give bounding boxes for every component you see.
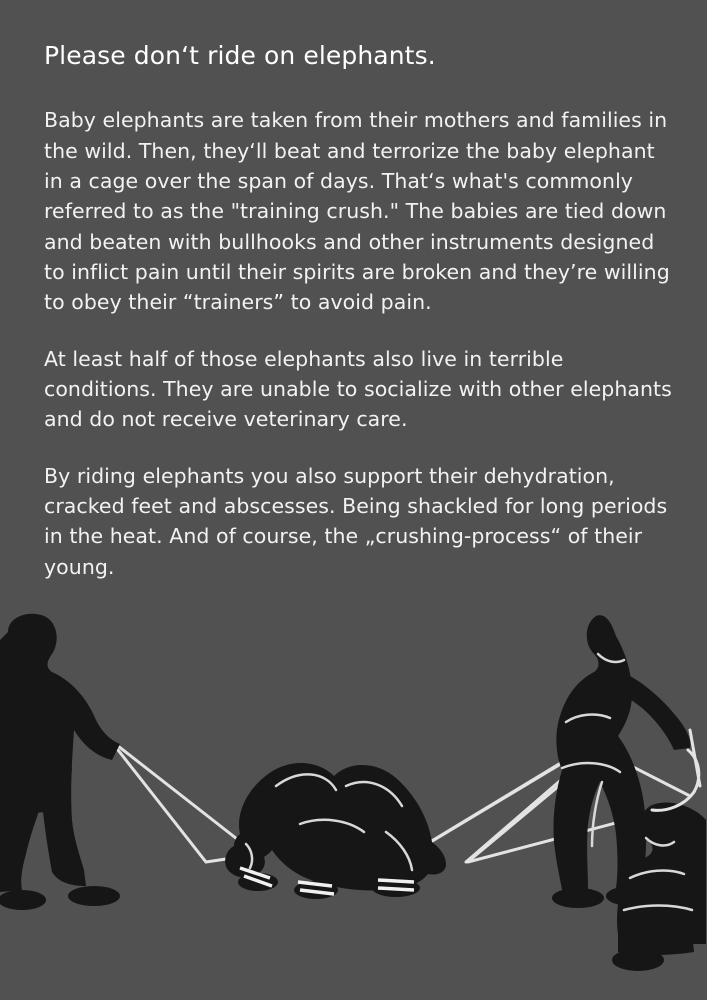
poster-text-block xyxy=(44,40,674,582)
kneeling-person-silhouette xyxy=(612,803,706,971)
right-person-silhouette xyxy=(552,615,690,908)
paragraph-riding-impact: By riding elephants you also support their dehydration, cracked feet and abscesses. Being shackled for long periods in the heat. And of course, the „crushing-process“ of their young. xyxy=(44,463,668,579)
left-person-silhouette xyxy=(0,614,120,910)
baby-elephant-silhouette xyxy=(225,763,446,899)
paragraph-living-conditions: At least half of those elephants also live in terrible conditions. They are unable to socialize with other elephants and do not receive veterinary care. xyxy=(44,346,672,432)
elephant-crush-silhouette-illustration xyxy=(0,610,707,1000)
page-title: Please don‘t ride on elephants. xyxy=(44,41,436,70)
paragraph-training-crush: Baby elephants are taken from their mothers and families in the wild. Then, they‘ll beat and terrorize the baby elephant in a cage over the span of days. That‘s what's commonly referred to as the "training crush." The babies are tied down and beaten with bullhooks and other instruments designed to inflict pain until their spirits are broken and they’re willing to obey their “trainers” to avoid pain. xyxy=(44,108,670,315)
